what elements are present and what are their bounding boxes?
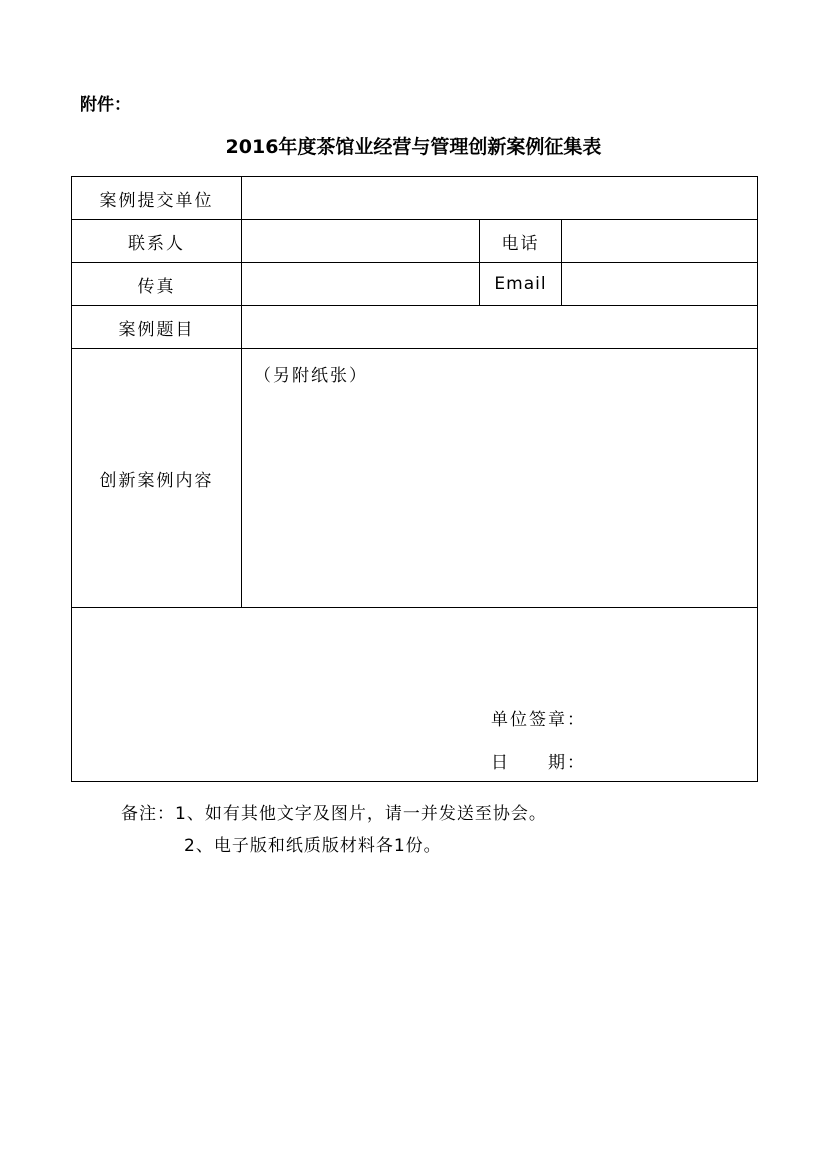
- form-row-contact: [72, 220, 758, 263]
- contact-field[interactable]: [242, 220, 480, 263]
- page-title: 2016年度茶馆业经营与管理创新案例征集表: [225, 136, 602, 158]
- fax-label: 传真: [72, 263, 242, 306]
- email-label: Email: [480, 263, 562, 306]
- form-row-unit: [72, 177, 758, 220]
- form-row-content: [72, 349, 758, 608]
- form-row-fax: [72, 263, 758, 306]
- remarks: [121, 798, 547, 862]
- topic-field[interactable]: [242, 306, 758, 349]
- collection-form-table: [71, 176, 758, 782]
- email-field[interactable]: [562, 263, 758, 306]
- content-field[interactable]: [242, 349, 758, 608]
- attachment-label: 附件：: [80, 95, 131, 115]
- fax-field[interactable]: [242, 263, 480, 306]
- unit-label: 案例提交单位: [72, 177, 242, 220]
- form-row-signature: [72, 608, 758, 782]
- phone-field[interactable]: [562, 220, 758, 263]
- form-row-topic: [72, 306, 758, 349]
- unit-field[interactable]: [242, 177, 758, 220]
- contact-label: 联系人: [72, 220, 242, 263]
- topic-label: 案例题目: [72, 306, 242, 349]
- content-note: （另附纸张）: [254, 366, 368, 386]
- signature-cell[interactable]: [72, 608, 758, 782]
- content-label: 创新案例内容: [72, 349, 242, 608]
- remark-line-1: 备注：1、如有其他文字及图片，请一并发送至协会。: [121, 804, 547, 824]
- phone-label: 电话: [480, 220, 562, 263]
- seal-label: 单位签章：: [491, 710, 586, 730]
- remark-line-2: 2、电子版和纸质版材料各1份。: [184, 836, 442, 856]
- date-label: 日 期：: [491, 753, 586, 773]
